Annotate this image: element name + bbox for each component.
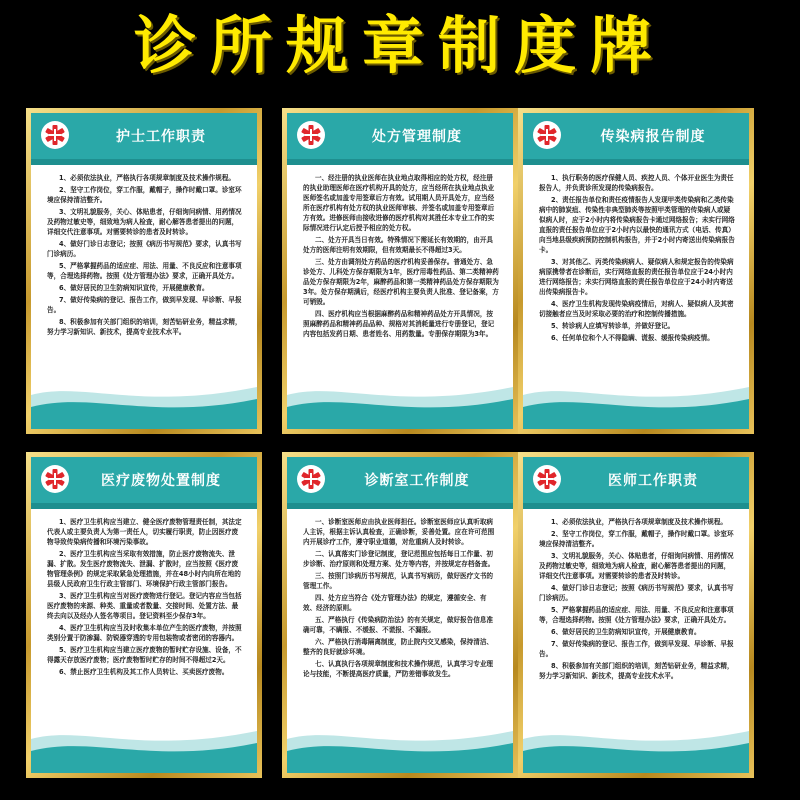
board-title: 医师工作职责 — [608, 473, 698, 489]
board-panel — [523, 113, 749, 429]
banner — [0, 0, 800, 92]
rule-paragraph: 2、责任报告单位和责任疫情报告人发现甲类传染病和乙类传染病中的肺炭疽、传染性非典型肺炎等按照甲类管理的传染病人或疑似病人时，应于2小时内将传染病报告卡通过网络报告；未实行网络直报的责任报告单位应于2小时内以最快的通讯方式（电话、传真）向当地县级疾病预防控制机构报告，并于2小时内寄送出传染病报告卡。 — [539, 196, 735, 254]
rule-paragraph: 二、认真落实门诊登记制度，登记范围应包括每日工作量、初步诊断、治疗原则和处理方案、处方等内容，并按规定存档备查。 — [303, 550, 495, 568]
rule-paragraph: 5、严格掌握药品的适应症、用法、用量、不良反应和注意事项等，合理选择药物。按照《处方管理办法》要求，正确开具处方。 — [47, 262, 242, 280]
wave-decoration — [287, 717, 513, 773]
rule-paragraph: 二、处方开具当日有效。特殊情况下需延长有效期的，由开具处方的医师注明有效期限，但有效期最长不得超过3天。 — [303, 236, 494, 254]
rule-paragraph: 1、医疗卫生机构应当建立、健全医疗废物管理责任制，其法定代表人或主要负责人为第一责任人，切实履行职责，防止因医疗废物导致传染病传播和环境污染事故。 — [47, 518, 242, 546]
rule-paragraph: 6、做好居民的卫生防病知识宣传，开展健康教育。 — [59, 284, 209, 292]
board-body — [539, 173, 735, 381]
board-body — [47, 517, 243, 725]
board-title: 处方管理制度 — [372, 129, 462, 145]
board-header — [523, 457, 749, 503]
rule-paragraph: 4、医疗卫生机构发现传染病疫情后，对病人、疑似病人及其密切接触者应当及时采取必要的治疗和控制传播措施。 — [539, 300, 734, 318]
rule-paragraph: 2、医疗卫生机构应当采取有效措施，防止医疗废物流失、泄漏、扩散。发生医疗废物流失、泄漏、扩散时，应当按照《医疗废物管理条例》的规定采取紧急处理措施，并在48小时内向所在地的县级人民政府卫生行政主管部门、环境保护行政主管部门报告。 — [47, 550, 241, 588]
rule-paragraph: 7、做好传染病的登记、报告工作，做到早发现、早诊断、早报告。 — [47, 296, 242, 314]
rule-paragraph: 6、任何单位和个人不得隐瞒、谎报、缓报传染病疫情。 — [551, 334, 714, 342]
rule-paragraph: 五、严格执行《传染病防治法》的有关规定，做好报告信息准确可靠，不瞒报、不缓报、不谎报、不漏报。 — [303, 616, 494, 634]
wave-decoration — [523, 717, 749, 773]
board-header — [31, 457, 257, 503]
board-panel — [523, 457, 749, 773]
rule-paragraph: 5、严格掌握药品的适应症、用法、用量、不良反应和注意事项等，合理选择药物。按照《处方管理办法》要求，正确开具处方。 — [539, 606, 734, 624]
rule-paragraph: 1、执行职务的医疗保健人员、疾控人员、个体开业医生为责任报告人，并负责诊所发现的传染病报告。 — [539, 174, 734, 192]
wave-decoration — [287, 373, 513, 429]
rule-paragraph: 7、做好传染病的登记、报告工作，做到早发现、早诊断、早报告。 — [539, 640, 734, 658]
rule-paragraph: 七、认真执行各项规章制度和技术操作规范，认真学习专业理论与技能，不断提高医疗质量，严防差错事故发生。 — [303, 660, 494, 678]
board-panel — [31, 113, 257, 429]
rule-paragraph: 6、禁止医疗卫生机构及其工作人员转让、买卖医疗废物。 — [59, 668, 229, 676]
rule-board — [282, 108, 518, 434]
rule-paragraph: 四、处方应当符合《处方管理办法》的规定，遵循安全、有效、经济的原则。 — [303, 594, 487, 612]
rule-paragraph: 2、坚守工作岗位，穿工作服，戴帽子，操作时戴口罩。诊室环境应保持清洁整齐。 — [47, 186, 242, 204]
board-body — [303, 173, 499, 381]
rule-paragraph: 4、医疗卫生机构应当及时收集本单位产生的医疗废物，并按照类别分置于防渗漏、防锐器穿透的专用包装物或者密闭的容器内。 — [47, 624, 242, 642]
rule-paragraph: 3、文明礼貌服务，关心、体贴患者，仔细询问病情、用药情况及药物过敏史等，细致地为病人检查，耐心解答患者提出的问题，详细交代注意事项。对需要转诊的患者及时转诊。 — [539, 552, 734, 580]
rule-paragraph: 4、做好门诊日志登记；按照《病历书写规范》要求，认真书写门诊病历。 — [539, 584, 734, 602]
rule-paragraph: 一、诊断室医师应由执业医师担任。诊断室医师应认真听取病人主诉，根据主诉认真检查，正确诊断，妥善处置。应在许可范围内开展诊疗工作，遵守职业道德，对危重病人及时转诊。 — [303, 518, 495, 546]
rule-paragraph: 8、积极参加有关部门组织的培训，刻苦钻研业务，精益求精，努力学习新知识、新技术，提高专业技术水平。 — [539, 662, 734, 680]
rule-board — [26, 108, 262, 434]
rule-paragraph: 3、文明礼貌服务，关心、体贴患者，仔细询问病情、用药情况及药物过敏史等，细致地为病人检查，耐心解答患者提出的问题，详细交代注意事项。对需要转诊的患者及时转诊。 — [47, 208, 242, 236]
wave-decoration — [523, 373, 749, 429]
rule-paragraph: 六、严格执行消毒隔离制度，防止院内交叉感染，保持清洁、整齐的良好就诊环境。 — [303, 638, 494, 656]
board-body — [539, 517, 735, 725]
board-title: 传染病报告制度 — [600, 129, 706, 145]
rule-paragraph: 三、处方由调剂处方药品的医疗机构妥善保存。普通处方、急诊处方、儿科处方保存期限为1年，医疗用毒性药品、第二类精神药品处方保存期限为2年，麻醉药品和第一类精神药品处方保存期限为3年。处方保存期满后，经医疗机构主要负责人批准、登记备案，方可销毁。 — [303, 258, 499, 306]
banner-title: 诊所规章制度牌 — [133, 9, 666, 82]
board-title: 医疗废物处置制度 — [101, 473, 221, 489]
board-title: 护士工作职责 — [116, 129, 206, 145]
rule-paragraph: 4、做好门诊日志登记；按照《病历书写规范》要求，认真书写门诊病历。 — [47, 240, 242, 258]
wave-decoration — [31, 373, 257, 429]
rule-paragraph: 3、对其他乙、丙类传染病病人、疑似病人和规定报告的传染病病原携带者在诊断后，实行网络直报的责任报告单位应于24小时内进行网络报告；未实行网络直报的责任报告单位应于24小时内寄送出传染病报告卡。 — [539, 258, 734, 296]
board-panel — [287, 457, 513, 773]
rule-board — [26, 452, 262, 778]
wave-decoration — [31, 717, 257, 773]
rule-paragraph: 1、必须依法执业，严格执行各项规章制度及技术操作规程。 — [59, 174, 236, 182]
board-header — [523, 113, 749, 159]
board-header — [287, 457, 513, 503]
board-header — [31, 113, 257, 159]
rule-board — [518, 452, 754, 778]
rule-paragraph: 四、医疗机构应当根据麻醉药品和精神药品处方开具情况，按照麻醉药品和精神药品品种、规格对其消耗量进行专册登记，登记内容包括发药日期、患者姓名、用药数量。专册保存期限为3年。 — [303, 310, 495, 338]
rule-paragraph: 1、必须依法执业，严格执行各项规章制度及技术操作规程。 — [551, 518, 728, 526]
rule-paragraph: 3、医疗卫生机构应当对医疗废物进行登记。登记内容应当包括医疗废物的来源、种类、重量或者数量、交接时间、处置方法、最终去向以及经办人签名等项目。登记资料至少保存3年。 — [47, 592, 242, 620]
rule-paragraph: 一、经注册的执业医师在执业地点取得相应的处方权，经注册的执业助理医师在医疗机构开具的处方，应当经所在执业地点执业医师签名或加盖专用签章后方有效。试用期人员开具处方，应当经所在医疗机构有处方权的执业医师审核、并签名或加盖专用签章后方有效。进修医师由接收进修的医疗机构对其胜任本专业工作的实际情况进行认定后授予相应的处方权。 — [303, 174, 495, 232]
board-title: 诊断室工作制度 — [364, 473, 470, 489]
board-panel — [31, 457, 257, 773]
rule-board — [282, 452, 518, 778]
rule-paragraph: 5、转诊病人应填写转诊单，并做好登记。 — [551, 322, 675, 330]
rule-paragraph: 5、医疗卫生机构应当建立医疗废物的暂时贮存设施、设备，不得露天存放医疗废物；医疗废物暂时贮存的时间不得超过2天。 — [47, 646, 242, 664]
rule-paragraph: 8、积极参加有关部门组织的培训，刻苦钻研业务，精益求精，努力学习新知识、新技术，提高专业技术水平。 — [47, 318, 242, 336]
rule-paragraph: 6、做好居民的卫生防病知识宣传，开展健康教育。 — [551, 628, 701, 636]
board-panel — [287, 113, 513, 429]
rule-paragraph: 2、坚守工作岗位，穿工作服，戴帽子，操作时戴口罩。诊室环境应保持清洁整齐。 — [539, 530, 734, 548]
board-body — [303, 517, 499, 725]
board-body — [47, 173, 243, 381]
board-header — [287, 113, 513, 159]
rule-paragraph: 三、按照门诊病历书写规范，认真书写病历，做好医疗文书的管理工作。 — [303, 572, 494, 590]
rule-board — [518, 108, 754, 434]
